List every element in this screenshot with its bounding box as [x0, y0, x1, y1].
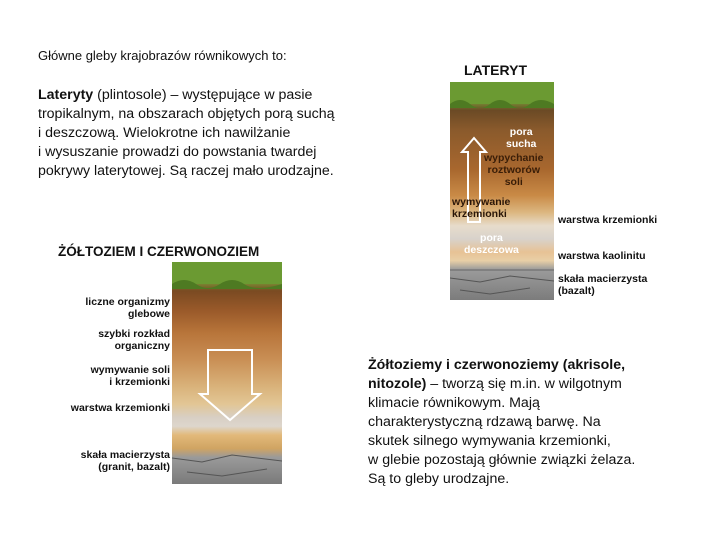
lateryt-text-3: i deszczową. Wielokrotne ich nawilżanie [38, 125, 291, 141]
akrisol-text-1: – tworzą się m.in. w wilgotnym [426, 376, 622, 392]
zoltoziem-soil-profile [172, 262, 282, 484]
zoltoziem-leaching: wymywanie soli i krzemionki [90, 364, 170, 388]
zoltoziem-decomposition: szybki rozkład organiczny [98, 328, 170, 352]
lateryt-paragraph [38, 86, 388, 181]
lateryt-text-5: pokrywy laterytowej. Są raczej mało urodzajne. [38, 163, 334, 179]
intro-text: Główne gleby krajobrazów równikowych to: [38, 48, 287, 63]
lateryt-layer-kaolinite: warstwa kaolinitu [558, 250, 646, 262]
akrisol-paragraph [368, 356, 678, 489]
lateryt-arrows-icon [450, 82, 554, 300]
zoltoziem-layer-bedrock: skała macierzysta (granit, bazalt) [80, 449, 170, 473]
lateryt-wymywanie: wymywanie krzemionki [452, 196, 511, 220]
lateryt-text-4: i wysuszanie prowadzi do powstania twardej [38, 144, 317, 160]
lateryt-pora-sucha: pora sucha [506, 126, 537, 150]
lateryt-text-1: (plintosole) – występujące w pasie [93, 87, 313, 103]
zoltoziem-arrow-icon [172, 262, 282, 484]
akrisol-term-2: nitozole) [368, 376, 427, 392]
lateryt-text-2: tropikalnym, na obszarach objętych porą suchą [38, 106, 335, 122]
lateryt-pora-deszczowa: pora deszczowa [464, 232, 519, 256]
lateryt-wypychanie: wypychanie roztworów soli [484, 152, 544, 188]
lateryt-figure-title: LATERYT [464, 62, 527, 78]
zoltoziem-figure-title: ŻÓŁTOZIEM I CZERWONOZIEM [58, 244, 260, 259]
lateryt-term: Lateryty [38, 87, 94, 103]
akrisol-text-5: w glebie pozostają głównie związki żelaza. [368, 452, 636, 468]
zoltoziem-layer-silica: warstwa krzemionki [70, 402, 170, 414]
akrisol-text-2: klimacie równikowym. Mają [368, 395, 540, 411]
akrisol-text-4: skutek silnego wymywania krzemionki, [368, 433, 611, 449]
lateryt-layer-bedrock: skała macierzysta (bazalt) [558, 273, 648, 297]
lateryt-layer-silica: warstwa krzemionki [558, 214, 658, 226]
akrisol-text-3: charakterystyczną rdzawą barwę. Na [368, 414, 601, 430]
akrisol-term-1: Żółtoziemy i czerwonoziemy (akrisole, [368, 357, 626, 373]
akrisol-text-6: Są to gleby urodzajne. [368, 471, 510, 487]
lateryt-soil-profile [450, 82, 554, 300]
zoltoziem-organisms: liczne organizmy glebowe [85, 296, 170, 320]
